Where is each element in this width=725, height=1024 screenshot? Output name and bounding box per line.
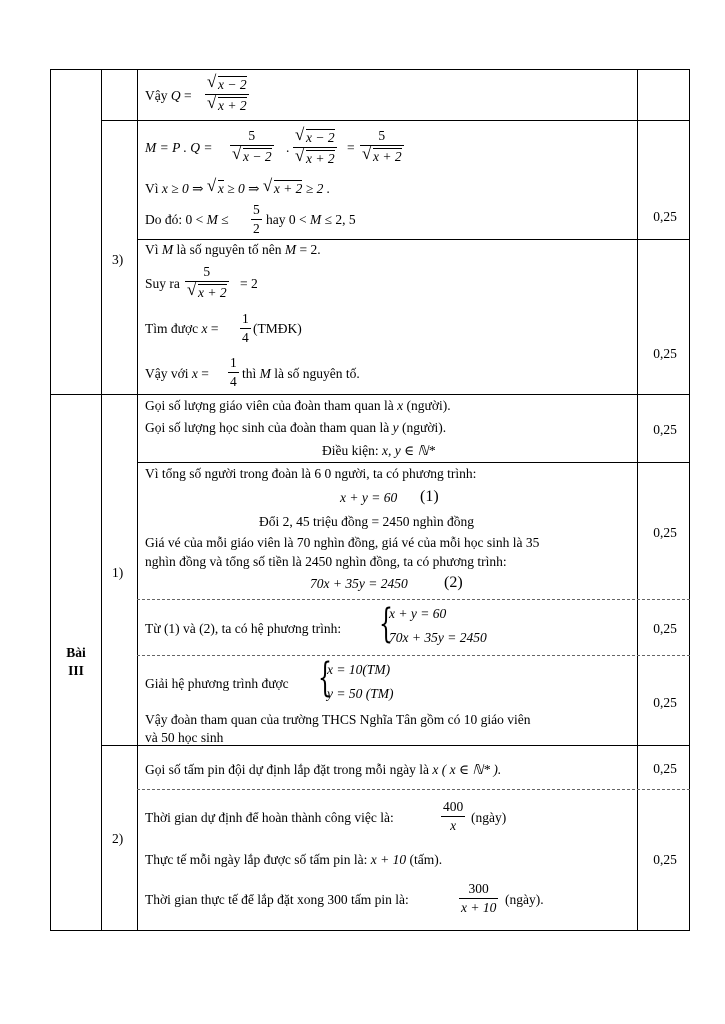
score: 0,25 xyxy=(653,761,677,776)
column-divider-2 xyxy=(137,69,138,931)
bai-number-label: III xyxy=(68,663,84,678)
score: 0,25 xyxy=(653,422,677,437)
quarter-fraction: 1 4 xyxy=(230,355,237,389)
system-brace: { xyxy=(379,601,393,647)
multiply-dot: . xyxy=(286,140,290,155)
five-halves-fraction: 5 2 xyxy=(253,202,260,236)
prime-line: Vì M là số nguyên tố nên M = 2. xyxy=(145,242,321,257)
p2-planned-time: Thời gian dự định để hoàn thành công việc là: xyxy=(145,810,394,825)
row-line xyxy=(101,120,690,121)
p1-conversion-line: Đổi 2, 45 triệu đồng = 2450 nghìn đồng xyxy=(259,514,474,529)
conclusion-line-1: Vậy đoàn tham quan của trường THCS Nghĩa Tân gồm có 10 giáo viên xyxy=(145,712,531,727)
actual-time-unit: (ngày). xyxy=(505,892,544,907)
score: 0,25 xyxy=(653,695,677,710)
equation-2: 70x + 35y = 2450 xyxy=(310,576,408,591)
p1-line-5: nghìn đồng và tổng số tiền là 2450 nghìn đồng, ta có phương trình: xyxy=(145,554,507,569)
row-dashed-line xyxy=(137,599,690,600)
m-equation-lhs: M = P . Q = xyxy=(145,140,213,155)
system-equation-2: 70x + 35y = 2450 xyxy=(389,630,487,645)
m-fraction-2: √ x − 2 √ x + 2 xyxy=(295,125,335,166)
part-2-label: 2) xyxy=(112,831,124,846)
tim-duoc-line: Tìm được x = xyxy=(145,321,219,336)
equation-2-tag: (2) xyxy=(444,574,463,591)
q-fraction: √ x − 2 √ x + 2 xyxy=(207,72,247,113)
row-line xyxy=(137,239,690,240)
score: 0,25 xyxy=(653,209,677,224)
system-equation-1: x + y = 60 xyxy=(389,606,447,621)
table-right-border xyxy=(689,69,690,931)
p2-actual-rate: Thực tế mỗi ngày lắp được số tấm pin là: x + 10 (tấm). xyxy=(145,852,443,867)
p2-actual-time: Thời gian thực tế để lắp đặt xong 300 tấm pin là: xyxy=(145,892,409,907)
suy-ra-label: Suy ra xyxy=(145,276,180,291)
planned-time-fraction: 400 x xyxy=(443,799,464,833)
row-line xyxy=(137,462,690,463)
part-3-label: 3) xyxy=(112,252,124,267)
score: 0,25 xyxy=(653,346,677,361)
bai-label: Bài xyxy=(66,645,86,660)
solution-y: y = 50 (TM) xyxy=(327,686,394,701)
m-fraction-1: 5 √ x − 2 xyxy=(232,128,272,164)
row-dashed-line xyxy=(137,655,690,656)
p2-line-1: Gọi số tấm pin đội dự định lắp đặt trong mỗi ngày là x ( x ∈ ℕ* ). xyxy=(145,762,502,777)
equation-1-tag: (1) xyxy=(420,488,439,505)
intro-line-2: Gọi số lượng học sinh của đoàn tham quan là y (người). xyxy=(145,420,447,435)
score: 0,25 xyxy=(653,525,677,540)
column-divider-1 xyxy=(101,69,102,931)
p1-line-1: Vì tổng số người trong đoàn là 6 0 người, ta có phương trình: xyxy=(145,466,477,481)
solution-brace: { xyxy=(318,655,332,701)
solution-x: x = 10(TM) xyxy=(327,662,391,677)
p1-line-4: Giá vé của mỗi giáo viên là 70 nghìn đồng, giá vé của mỗi học sinh là 35 xyxy=(145,535,540,550)
vay-voi-line: Vậy với x = xyxy=(145,366,209,381)
table-bottom-border xyxy=(50,930,690,931)
suy-ra-fraction: 5 √ x + 2 xyxy=(187,264,227,300)
column-divider-3 xyxy=(637,69,638,931)
score: 0,25 xyxy=(653,852,677,867)
equals-sign: = xyxy=(347,140,355,155)
row-line xyxy=(101,745,690,746)
range-line-tail: hay 0 < M ≤ 2, 5 xyxy=(266,212,356,227)
actual-time-fraction: 300 x + 10 xyxy=(461,881,497,915)
planned-time-unit: (ngày) xyxy=(471,810,507,825)
intro-line-1: Gọi số lượng giáo viên của đoàn tham quan là x (người). xyxy=(145,398,451,413)
score: 0,25 xyxy=(653,621,677,636)
table-left-border xyxy=(50,69,51,931)
row-line xyxy=(50,394,690,395)
table-top-border xyxy=(50,69,690,70)
inequality-line: Vì x ≥ 0 ⇒ √ x ≥ 0 ⇒ √ x + 2 ≥ 2 . xyxy=(145,176,331,196)
tmdk-note: (TMĐK) xyxy=(253,321,302,336)
condition-line: Điều kiện: x, y ∈ ℕ* xyxy=(322,443,436,458)
quarter-fraction: 1 4 xyxy=(242,311,249,345)
suy-ra-tail: = 2 xyxy=(240,276,258,291)
part-1-label: 1) xyxy=(112,565,124,580)
conclusion-line-2: và 50 học sinh xyxy=(145,730,224,745)
m-fraction-3: 5 √ x + 2 xyxy=(362,128,402,164)
system-intro: Từ (1) và (2), ta có hệ phương trình: xyxy=(145,621,342,636)
equation-1: x + y = 60 xyxy=(340,490,398,505)
vay-voi-tail: thì M là số nguyên tố. xyxy=(242,366,360,381)
row-dashed-line xyxy=(137,789,690,790)
range-line: Do đó: 0 < M ≤ xyxy=(145,212,229,227)
solution-intro: Giải hệ phương trình được xyxy=(145,676,289,691)
q-conclusion: Vậy Q = xyxy=(145,88,192,103)
